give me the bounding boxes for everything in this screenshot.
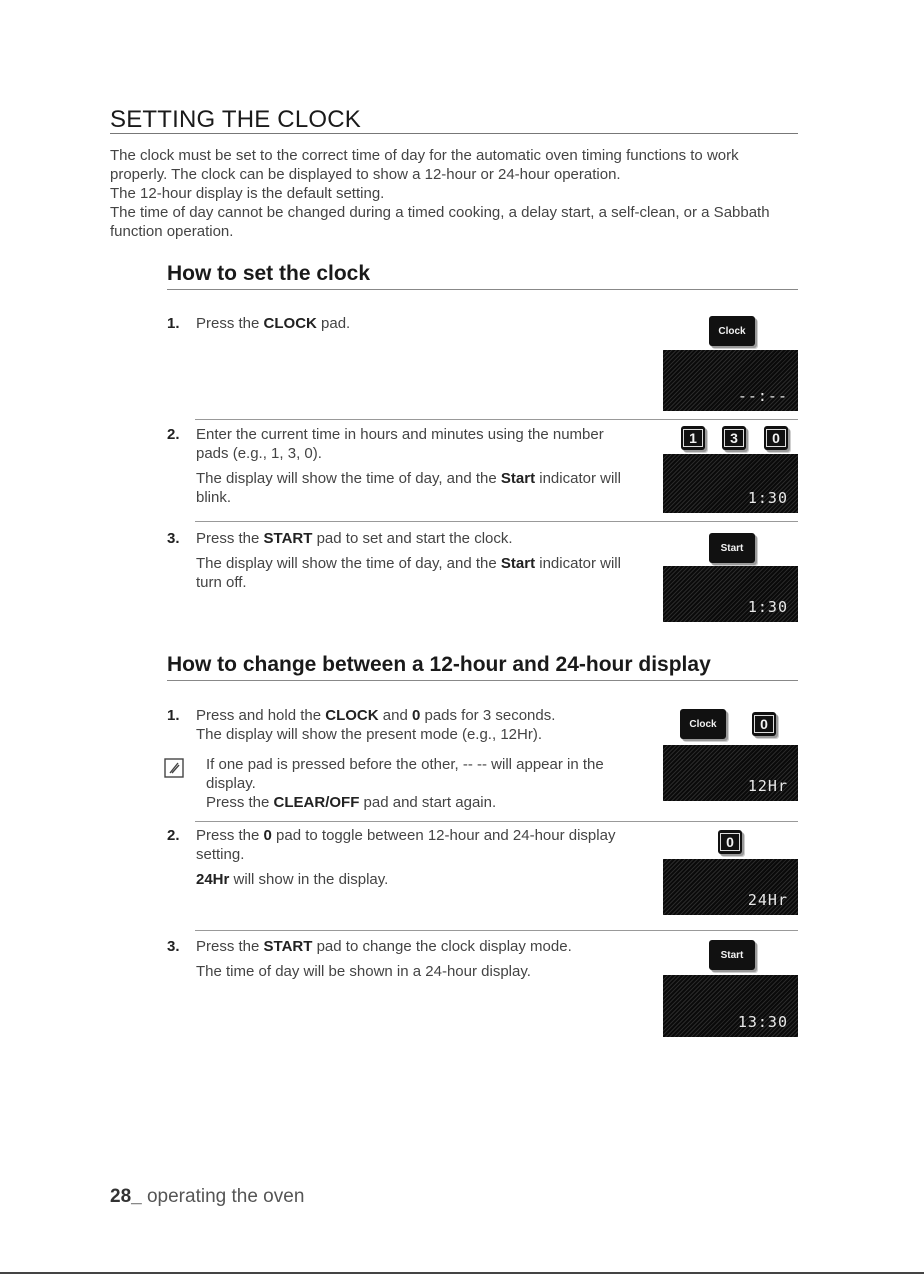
step-1-set-clock: 1. Press the CLOCK pad. [167,315,351,332]
row-rule [195,821,798,822]
number-0-key-icon: 0 [718,830,742,854]
oven-display: 24Hr [663,859,798,915]
start-key-icon: Start [709,940,755,970]
step-number: 2. [167,827,180,844]
row-rule [195,419,798,420]
note-icon [163,757,187,781]
step-number: 2. [167,426,180,443]
intro-paragraph: The 12-hour display is the default setting. [110,185,385,202]
number-0-key-icon: 0 [764,426,788,450]
intro-text [110,146,800,241]
step-1-change-display: 1. Press and hold the CLOCK and 0 pads for 3 seconds. The display will show the present mode (e.g., 12Hr). [167,707,556,743]
number-3-key-icon: 3 [722,426,746,450]
intro-paragraph: The time of day cannot be changed during a timed cooking, a delay start, a self-clean, or a Sabbath function operation. [110,204,770,240]
clock-pad-label: CLOCK [263,315,317,332]
section-title-set-clock: How to set the clock [167,262,371,285]
section-title-change-display: How to change between a 12-hour and 24-hour display [167,653,711,676]
page-footer [110,1186,304,1208]
section-rule [167,289,798,290]
page-title: SETTING THE CLOCK [110,106,361,133]
start-key-icon: Start [709,533,755,563]
oven-display: 13:30 [663,975,798,1037]
step-2-set-clock: 2. Enter the current time in hours and minutes using the number pads (e.g., 1, 3, 0). The display will show the time of day, and the Start indicator will blink. [167,426,621,506]
oven-display: 1:30 [663,566,798,622]
note: If one pad is pressed before the other, -- -- will appear in the display. Press the CLEAR/OFF pad and start again. [163,755,643,812]
title-rule [110,133,798,134]
step-number: 3. [167,938,180,955]
page-number: 28_ [110,1186,142,1207]
intro-paragraph: The clock must be set to the correct time of day for the automatic oven timing functions to work properly. The clock can be displayed to show a 12-hour or 24-hour operation. [110,147,739,183]
step-number: 1. [167,315,180,332]
number-1-key-icon: 1 [681,426,705,450]
step-number: 3. [167,530,180,547]
row-rule [195,930,798,931]
section-rule [167,680,798,681]
step-number: 1. [167,707,180,724]
step-2-change-display: 2. Press the 0 pad to toggle between 12-hour and 24-hour display setting. 24Hr will show in the display. [167,827,616,888]
bottom-rule [0,1272,924,1274]
step-3-set-clock: 3. Press the START pad to set and start the clock. The display will show the time of day, and the Start indicator will turn off. [167,530,621,591]
row-rule [195,521,798,522]
number-0-key-icon: 0 [752,712,776,736]
oven-display: 1:30 [663,454,798,513]
oven-display: --:-- [663,350,798,411]
clock-key-icon: Clock [709,316,755,346]
step-3-change-display: 3. Press the START pad to change the clock display mode. The time of day will be shown in a 24-hour display. [167,938,572,980]
clock-key-icon: Clock [680,709,726,739]
footer-label: operating the oven [141,1186,305,1207]
oven-display: 12Hr [663,745,798,801]
